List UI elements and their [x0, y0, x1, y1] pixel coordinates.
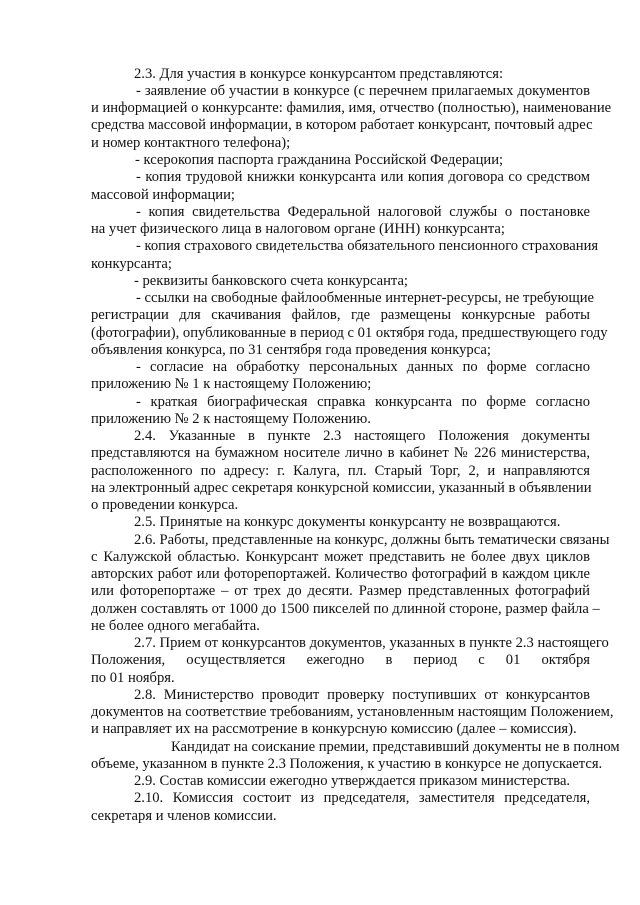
text-line: - краткая биографическая справка конкурсанта по форме согласно: [136, 394, 590, 410]
text-line: Кандидат на соискание премии, представивший документы не в полном: [171, 739, 620, 755]
text-line: и номер контактного телефона);: [91, 135, 291, 151]
text-line: или фоторепортаже – от трех до десяти. Размер представленных фотографий: [91, 583, 590, 599]
text-line: 2.9. Состав комиссии ежегодно утверждается приказом министерства.: [134, 773, 571, 789]
text-line: на учет физического лица в налоговом органе (ИНН) конкурсанта;: [91, 221, 505, 237]
text-line: 2.4. Указанные в пункте 2.3 настоящего Положения документы: [134, 428, 590, 444]
text-line: на электронный адрес секретаря конкурсной комиссии, указанный в объявлении: [91, 480, 592, 496]
text-line: 2.8. Министерство проводит проверку поступивших от конкурсантов: [134, 687, 590, 703]
text-line: - ссылки на свободные файлообменные интернет-ресурсы, не требующие: [136, 290, 594, 306]
text-line: с Калужской областью. Конкурсант может представить не более двух циклов: [91, 549, 590, 565]
text-line: объявления конкурса, по 31 сентября года проведения конкурса;: [91, 342, 491, 358]
text-line: регистрации для скачивания файлов, где размещены конкурсные работы: [91, 307, 590, 323]
text-line: авторских работ или фоторепортажей. Количество фотографий в каждом цикле: [91, 566, 590, 582]
text-line: представляются на бумажном носителе лично в кабинет № 226 министерства,: [91, 445, 590, 461]
text-line: 2.5. Принятые на конкурс документы конкурсанту не возвращаются.: [134, 514, 561, 530]
text-line: - заявление об участии в конкурсе (с перечнем прилагаемых документов: [136, 83, 590, 99]
text-line: приложению № 1 к настоящему Положению;: [91, 376, 372, 392]
text-line: массовой информации;: [91, 187, 235, 203]
text-line: средства массовой информации, в котором работает конкурсант, почтовый адрес: [91, 117, 593, 133]
text-line: документов на соответствие требованиям, установленным настоящим Положением,: [91, 704, 614, 720]
text-line: - согласие на обработку персональных данных по форме согласно: [136, 359, 590, 375]
text-line: Положения, осуществляется ежегодно в период с 01 октября: [91, 652, 590, 668]
text-line: и направляет их на рассмотрение в конкурсную комиссию (далее – комиссия).: [91, 721, 577, 737]
text-line: 2.3. Для участия в конкурсе конкурсантом представляются:: [134, 66, 504, 82]
text-line: 2.10. Комиссия состоит из председателя, заместителя председателя,: [134, 790, 590, 806]
text-line: и информацией о конкурсанте: фамилия, имя, отчество (полностью), наименование: [91, 100, 612, 116]
text-line: - реквизиты банковского счета конкурсанта;: [134, 273, 408, 289]
text-line: (фотографии), опубликованные в период с 01 октября года, предшествующего году: [91, 325, 608, 341]
text-line: не более одного мегабайта.: [91, 618, 260, 634]
text-line: по 01 ноября.: [91, 670, 175, 686]
text-line: объеме, указанном в пункте 2.3 Положения, к участию в конкурсе не допускается.: [91, 756, 603, 772]
text-line: приложению № 2 к настоящему Положению.: [91, 411, 371, 427]
text-line: конкурсанта;: [91, 256, 172, 272]
text-line: секретаря и членов комиссии.: [91, 808, 277, 824]
text-line: расположенного по адресу: г. Калуга, пл. Старый Торг, 2, и направляются: [91, 463, 590, 479]
text-line: должен составлять от 1000 до 1500 пикселей по длинной стороне, размер файла –: [91, 601, 600, 617]
text-line: 2.6. Работы, представленные на конкурс, должны быть тематически связаны: [134, 532, 610, 548]
text-line: - копия трудовой книжки конкурсанта или копия договора со средством: [136, 169, 590, 185]
text-line: - копия свидетельства Федеральной налоговой службы о постановке: [136, 204, 590, 220]
text-line: - копия страхового свидетельства обязательного пенсионного страхования: [136, 238, 599, 254]
text-line: о проведении конкурса.: [91, 497, 239, 513]
text-line: - ксерокопия паспорта гражданина Российской Федерации;: [135, 152, 504, 168]
text-line: 2.7. Прием от конкурсантов документов, указанных в пункте 2.3 настоящего: [134, 635, 609, 651]
